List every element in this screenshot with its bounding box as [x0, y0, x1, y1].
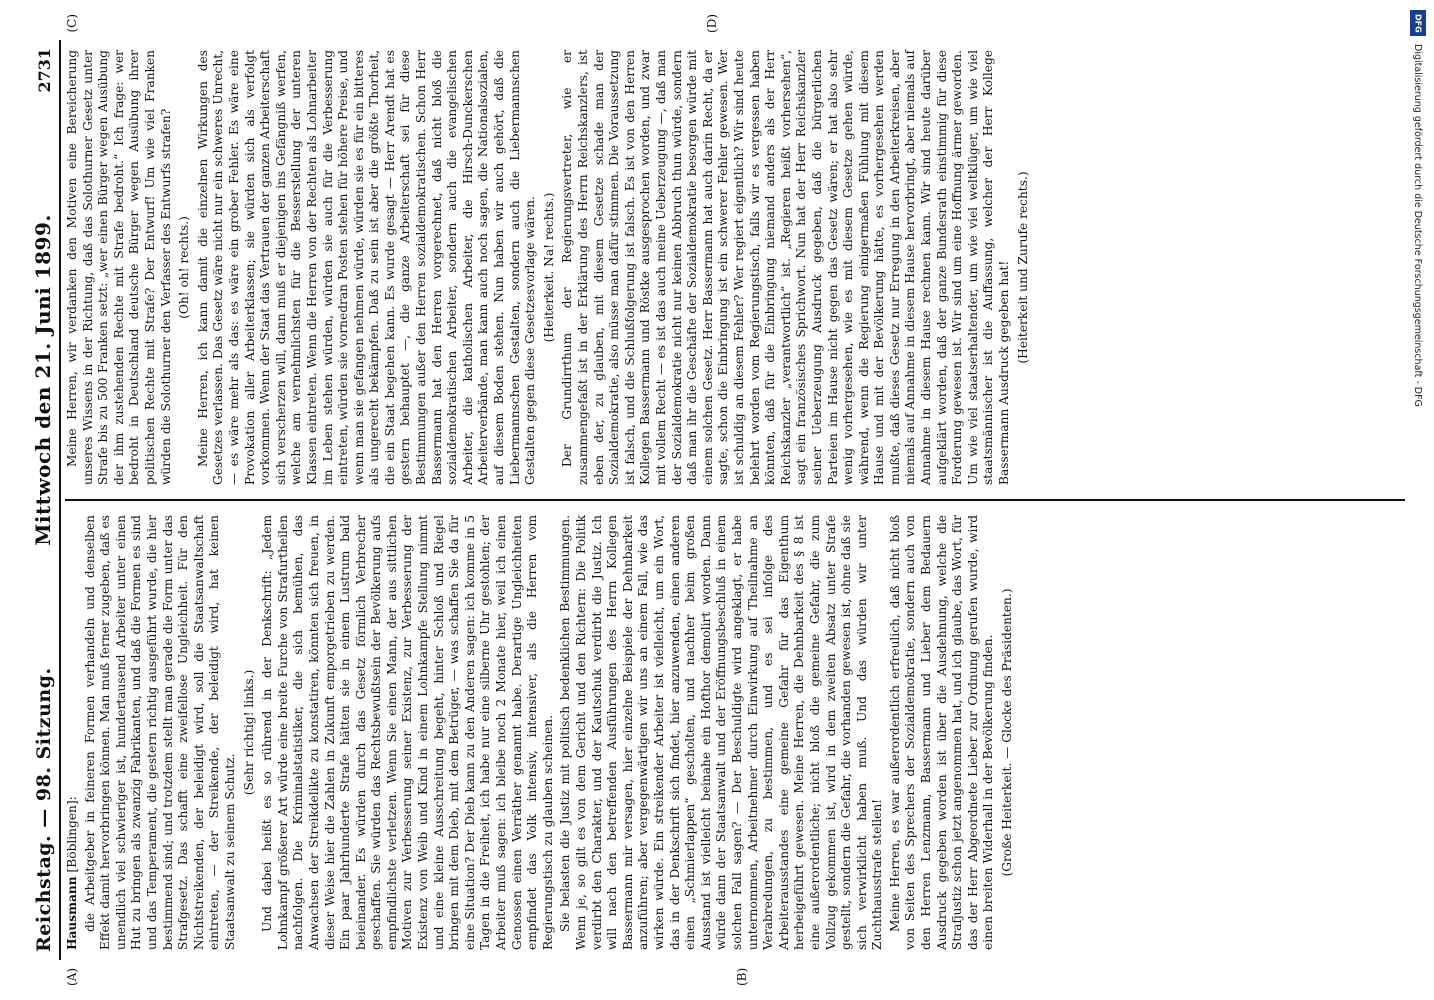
right-column	[65, 14, 1405, 495]
paragraph: Der Grundirrthum der Regierungsvertreter, wie er zusammengefaßt ist in der Erklärung des Herrn Reichskanzlers, ist eben der, zu glauben, mit diesem Gesetze schade man der Sozialdemokratie, also müsse man dafür stimmen. Die Voraussetzung ist falsch, und die Schlußfolgerung ist falsch. Es ist von den Herren Kollegen Bassermann und Röstke ausgesprochen worden, und zwar mit vollem Recht — es ist das auch meine Ueberzeugung —, daß man der Sozialdemokratie nicht nur keinen Abbruch thun würde, sondern daß man ihr die Geschäfte der Sozialdemokratie besorgen würde mit einem solchen Gesetz. Herr Bassermann hat auch darin Recht, da er sagte, schon die Einbringung ist ein schwerer Fehler gewesen. Wer ist schuldig an diesem Fehler? Wer regiert eigentlich? Wir sind heute belehrt worden vom Regierungstisch, falls wir es vergessen haben könnten, daß für die Einbringung niemand anders als der Herr Reichskanzler „verantwortlich“ ist. „Regieren heißt vorhersehen“, sagt ein französisches Sprichwort. Nun hat der Herr Reichskanzler seiner Ueberzeugung Ausdruck gegeben, daß die bürgerlichen Parteien im Hause nicht gegen das Gesetz wären; er hat also sehr wenig vorhergesehen, wie es mit diesem Gesetze gehen würde, während, wenn die Regierung einigermaßen Fühlung mit diesem Hause und mit der Bevölkerung hätte, es vorhergesehen werden mußte, daß dieses Gesetz nur Erregung in den Arbeiterkreisen, aber niemals auf Annahme in diesem Hause hervorbringt, aber niemals auf Annahme in diesem Hause rechnen kann. Wir sind heute darüber aufgeklärt worden, daß der ganze Bundesrath einstimmig für diese Forderung gewesen ist. Wir sind um eine Hoffnung ärmer geworden. Um wie viel staatserhaltender, um wie viel weltklüger, um wie viel staatsmännischer ist die Auffassung, welcher der Herr Kollege Bassermann Ausdruck gegeben hat!	[560, 50, 1012, 485]
interjection: (Sehr richtig! links.)	[241, 669, 256, 796]
paragraph: die Arbeitgeber in feineren Formen verhandeln und denselben Effekt damit hervorbringen können. Man muß ferner zugeben, daß es unendlich viel schwieriger ist, hundertausend Arbeiter unter einen Hut zu bringen als zwanzig Fabrikanten, und daß die Formen es sind und das Temperament, die gestern richtig ausgeführt wurde, die hier bestimmend sind; und trotzdem stellt man gerade die Form unter das Strafgesetz. Das schafft eine zweifellose Ungleichheit. Für den Nichtstreikenden, der beleidigt wird, soll die Staatsanwaltschaft eintreten, — der Streikende, der beleidigt wird, hat keinen Staatsanwalt zu seinem Schutz.	[82, 515, 237, 950]
column-divider	[65, 499, 1405, 501]
interjection: (Heiterkeit und Zurufe rechts.)	[1015, 171, 1030, 364]
marker-a: (A)	[65, 967, 79, 986]
speaker-line	[65, 515, 81, 950]
interjection: (Große Heiterkeit. — Glocke des Präsidenten.)	[1000, 588, 1015, 877]
paragraph: Und dabei heißt es so rührend in der Denkschrift: „Jedem Lohnkampf größerer Art würde eine breite Furche von Strafurtheilen nachfolgen. Die Kriminalstatistiker, die sich bemühen, das Anwachsen der Streikdelikte zu konstatiren, könnten sich freuen, in dieser Weise hier die Zahlen in Zukunft emporgetrieben zu werden. Ein paar Jahrhunderte Strafe hätten sie in einem Lustrum bald beieinander. Es würden durch das Gesetz förmlich Verbrecher geschaffen. Sie würden das Rechtsbewußtsein der Bevölkerung aufs empfindlichste verletzen. Wenn Sie einen Mann, der aus sittlichen Motiven zur Verbesserung seiner Existenz, zur Verbesserung der Existenz von Weib und Kind in einem Lohnkampfe Stellung nimmt und eine kleine Ausschreitung begeht, hinter Schloß und Riegel bringen mit dem Dieb, mit dem Betrüger, — was schaffen Sie da für eine Situation? Der Dieb kann zu den Anderen sagen: ich komme in 5 Tagen in die Freiheit, ich habe nur eine silberne Uhr gestohlen; der Arbeiter muß sagen: ich bleibe noch 2 Monate hier, weil ich einen Genossen einen Verräther genannt habe. Derartige Ungleichheiten empfindet das Volk intensiv, intensiver, als die Herren vom Regierungstisch zu glauben scheinen.	[260, 515, 555, 950]
left-column	[65, 505, 1405, 986]
interjection: (Oh! oh! rechts.)	[177, 216, 192, 319]
page-number: 2731	[35, 48, 54, 93]
paragraph: Meine Herren, ich kann damit die einzelnen Wirkungen des Gesetzes verlassen. Das Gesetz wäre nicht nur ein schweres Unrecht, — es wäre mehr als das: es wäre ein grober Fehler. Es wäre eine Provokation aller Arbeiterklassen; sie würden sich als verfolgt vorkommen. Wenn der Staat das Vertrauen der ganzen Arbeiterschaft sich verscherzen will, dann muß er diejenigen ins Gefängniß werfen, welche am vernehmlichsten für die Besserstellung der unteren Klassen eintreten. Wenn die Herren von der Rechten als Lohnarbeiter im Leben stehen würden, würden sie auch für die Verbesserung eintreten, würden sie vornedran Posten stehen für höhere Preise, und wenn man sie gefangen nehmen würde, würden sie es für ein bitteres als ungerecht bekämpfen. Daß zu sein ist aber die größte Thorheit, die ein Staat begehen kann. Es wurde gesagt — Herr Arendt hat es gestern behauptet —, die ganze Arbeiterschaft sei für diese Bestimmungen außer den Herren sozialdemokratischen. Schon Herr Bassermann hat den Herren vorgerechnet, daß nicht bloß die sozialdemokratischen Arbeiter, sondern auch die evangelischen Arbeiter, die katholischen Arbeiter, die Hirsch-Dunckerschen Arbeiterverbände, man kann auch noch sagen, die Nationalsozialen, auf diesem Boden stehen. Nun haben wir auch gehört, daß die Liebermannschen Gestalten, sondern auch die Liebermannschen Gestalten gegen diese Gesetzesvorlage wären.	[195, 50, 538, 485]
paragraph: Sie belasten die Justiz mit politisch bedenklichen Bestimmungen. Wenn je, so gilt es von dem Gericht und den Richtern: Die Politik verdirbt den Charakter, und der Kautschuk verdirbt die Justiz. Ich will nach den betreffenden Ausführungen des Herrn Kollegen Bassermann mir versagen, hier einzelne Beispiele der Dehnbarkeit anzuführen; aber vergegenwärtigen wir uns an einem Fall, wie das wirken würde. Ein streikender Arbeiter ist vielleicht, um ein Wort, das in der Denkschrift sich findet, hier anzuwenden, einen anderen einen „Schmierlappen“ gescholten, und nachher beim großen Ausstand ist vielleicht beinahe ein Hofthor demolirt worden. Dann würde dann der Staatsanwalt und der Eröffnungsbeschluß in einem solchen Fall sagen? — Der Beschuldigte wird angeklagt, er habe unternommen, Arbeitnehmer durch Einwirkung auf Theilnahme an Verabredungen, zu bestimmen, und es sei infolge des Arbeiterausstandes eine gemeine Gefahr für das Eigenthum herbeigeführt gewesen. Meine Herren, die Dehnbarkeit des § 8 ist eine außerordentliche; nicht bloß die gemeine Gefahr, die zum Vollzug gekommen ist, wird in dem zweiten Absatz unter Strafe gestellt, sondern die Gefahr, die vorhanden gewesen ist, ohne daß sie sich verwirklicht haben muß. Und das würden wir unter Zuchthausstrafe stellen!	[558, 515, 885, 950]
digitization-sidebar	[1406, 10, 1432, 990]
interjection: (Heiterkeit. Na! rechts.)	[541, 192, 556, 343]
page-header	[31, 40, 61, 960]
digitization-credit: Digitalisierung gefördert durch die Deutsche Forschungsgemeinschaft - DFG	[1412, 44, 1423, 407]
paragraph: Meine Herren, es war außerordentlich erfreulich, daß nicht bloß von Seiten des Sprechers der Sozialdemokratie, sondern auch von den Herren Lenzmann, Bassermann und Lieber dem Bedauern Ausdruck gegeben worden ist über die Ausdehnung, welche die Strafjustiz schon jetzt angenommen hat, und ich glaube, das Wort, für das der Herr Abgeordnete Lieber zur Ordnung gerufen wurde, wird einen breiten Widerhall in der Bevölkerung finden.	[887, 515, 996, 950]
marker-c: (C)	[65, 14, 79, 33]
text-columns	[65, 14, 1405, 986]
speaker-name: Hausmann	[65, 876, 79, 950]
speaker-place: [Böblingen]:	[65, 796, 79, 873]
header-session: Reichstag. — 98. Sitzung.	[33, 667, 55, 952]
newspaper-page	[25, 14, 1405, 986]
marker-b: (B)	[735, 967, 749, 986]
header-date: Mittwoch den 21. Juni 1899.	[31, 214, 55, 546]
dfg-logo: DFG	[1410, 10, 1426, 36]
marker-d: (D)	[705, 14, 719, 33]
paragraph: Meine Herren, wir verdanken den Motiven eine Bereicherung unseres Wissens in der Richtung, daß das Solothurner Gesetz unter Strafe bis zu 500 Franken setzt: „wer einen Bürger wegen Ausübung der ihm zustehenden Rechte mit Strafe bedroht.“ Ich frage: wer bedroht in Deutschland deutsche Bürger wegen Ausübung ihrer politischen Rechte mit Strafe? Der Entwurf! Um wie viel Franken würden die Solothurner den Verfasser des Entwurfs strafen?	[65, 50, 173, 485]
